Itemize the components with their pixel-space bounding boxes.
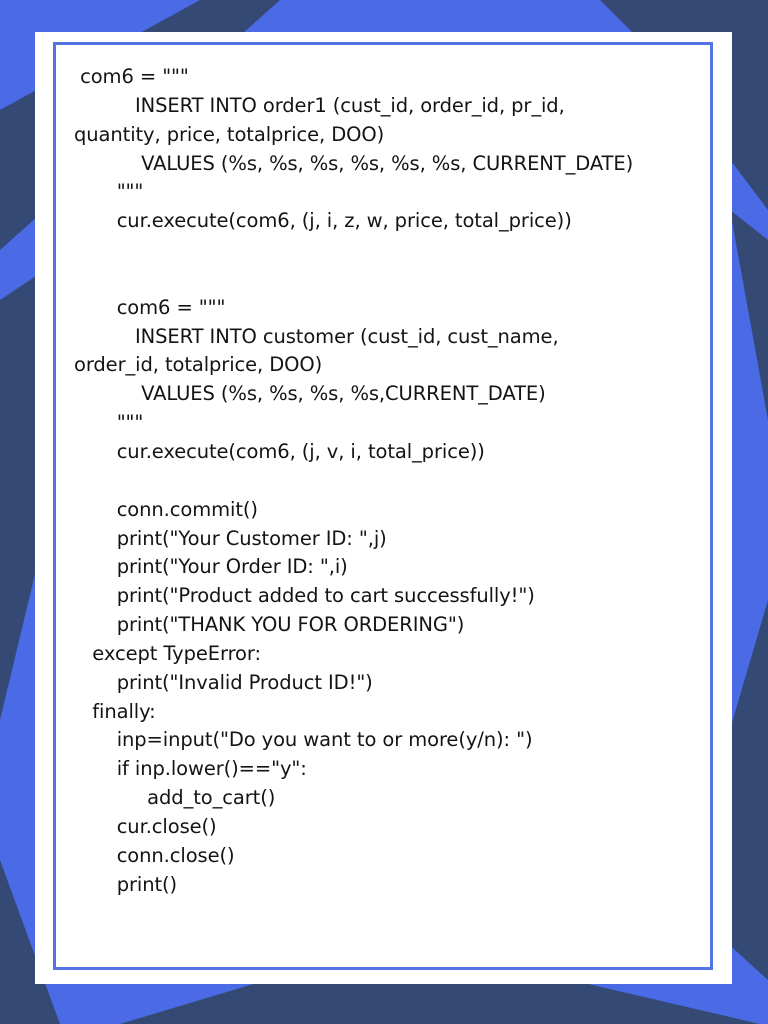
code-line: """ xyxy=(74,180,144,204)
code-line xyxy=(74,467,714,496)
code-line: except TypeError: xyxy=(74,641,261,665)
code-listing xyxy=(74,63,714,899)
code-line: inp=input("Do you want to or more(y/n): ") xyxy=(74,728,533,752)
code-line: print("Your Order ID: ",i) xyxy=(74,555,348,579)
code-line: print("THANK YOU FOR ORDERING") xyxy=(74,613,465,637)
code-line: cur.close() xyxy=(74,814,217,838)
code-line: INSERT INTO order1 (cust_id, order_id, pr_id, xyxy=(74,93,565,117)
code-line: print("Product added to cart successfully!") xyxy=(74,584,535,608)
document-page xyxy=(35,32,732,984)
code-line: add_to_cart() xyxy=(74,786,276,810)
code-line: if inp.lower()=="y": xyxy=(74,757,307,781)
code-line: VALUES (%s, %s, %s, %s,CURRENT_DATE) xyxy=(74,382,546,406)
code-line: print("Invalid Product ID!") xyxy=(74,670,373,694)
code-line: """ xyxy=(74,411,144,435)
code-line: print() xyxy=(74,872,178,896)
code-line xyxy=(74,265,714,294)
code-line: com6 = """ xyxy=(74,65,189,88)
code-line: finally: xyxy=(74,699,156,723)
code-line: cur.execute(com6, (j, v, i, total_price)) xyxy=(74,439,485,463)
code-line xyxy=(74,236,714,265)
code-line: VALUES (%s, %s, %s, %s, %s, %s, CURRENT_DATE) xyxy=(74,151,634,175)
code-line: quantity, price, totalprice, DOO) xyxy=(74,122,385,146)
code-line: order_id, totalprice, DOO) xyxy=(74,353,323,377)
code-line: print("Your Customer ID: ",j) xyxy=(74,526,387,550)
code-line: INSERT INTO customer (cust_id, cust_name, xyxy=(74,324,559,348)
code-line: conn.close() xyxy=(74,843,235,867)
code-line: cur.execute(com6, (j, i, z, w, price, total_price)) xyxy=(74,209,572,233)
code-line: com6 = """ xyxy=(74,295,226,319)
code-line: conn.commit() xyxy=(74,497,258,521)
